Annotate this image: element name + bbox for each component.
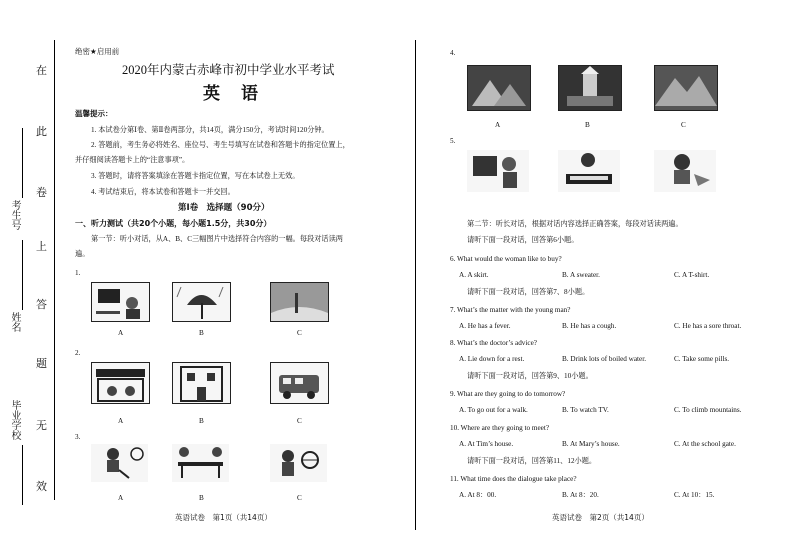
q1-picture-c xyxy=(270,282,329,322)
question-text: 7. What’s the matter with the young man? xyxy=(450,306,571,314)
option-letter: A xyxy=(118,329,124,337)
option-letter: A xyxy=(495,121,501,129)
question-text: 9. What are they going to do tomorrow? xyxy=(450,390,566,398)
ping-pong-illustration xyxy=(172,444,229,482)
option-letter: B xyxy=(199,417,204,425)
option-c: C. To climb mountains. xyxy=(674,406,742,414)
bus-illustration xyxy=(271,363,328,403)
shop-illustration xyxy=(92,363,149,403)
option-a: A. Lie down for a rest. xyxy=(459,355,525,363)
option-letter: B xyxy=(585,121,590,129)
option-letter: C xyxy=(297,417,302,425)
q1-picture-a xyxy=(91,282,150,322)
option-letter: B xyxy=(199,329,204,337)
q4-picture-a xyxy=(467,65,531,111)
q5-picture-b xyxy=(558,150,620,192)
dialogue-prompt: 请听下面一段对话，回答第11、12小题。 xyxy=(467,457,597,465)
q2-picture-c xyxy=(270,362,329,404)
dialogue-prompt: 请听下面一段对话，回答第7、8小题。 xyxy=(467,288,590,296)
building-illustration xyxy=(173,363,230,403)
notice-line: 4. 考试结束后，将本试卷和答题卡一并交回。 xyxy=(91,188,235,196)
pyramids-illustration xyxy=(468,66,530,110)
question-number: 4. xyxy=(450,49,456,57)
q4-picture-b xyxy=(558,65,622,111)
option-a: A. To go out for a walk. xyxy=(459,406,528,414)
margin-char: 上 xyxy=(36,241,47,253)
binding-line xyxy=(54,40,55,500)
question-number: 5. xyxy=(450,137,456,145)
part1-instruction: 第一节：听小对话，从A、B、C三幅图片中选择符合内容的一幅。每段对话读两 xyxy=(91,235,343,243)
piano-illustration xyxy=(558,150,620,192)
margin-char: 此 xyxy=(36,126,47,138)
part1-instruction: 遍。 xyxy=(75,250,90,258)
notice-line: 2. 答题前，考生务必将姓名、座位号、考生号填写在试卷和答题卡的指定位置上， xyxy=(91,141,350,149)
option-b: B. To watch TV. xyxy=(562,406,609,414)
snow-scene-illustration xyxy=(271,283,328,321)
option-a: A. At Tim’s house. xyxy=(459,440,514,448)
option-letter: B xyxy=(199,494,204,502)
right-page-footer: 英语试卷 第2页（共14页） xyxy=(552,513,649,522)
option-a: A. At 8：00. xyxy=(459,491,497,499)
exam-title: 2020年内蒙古赤峰市初中学业水平考试 xyxy=(122,63,335,77)
option-letter: C xyxy=(681,121,686,129)
question-number: 2. xyxy=(75,349,81,357)
question-text: 6. What would the woman like to buy? xyxy=(450,255,562,263)
q5-picture-c xyxy=(654,150,716,192)
option-c: C. He has a sore throat. xyxy=(674,322,742,330)
margin-char: 答 xyxy=(36,299,47,311)
notice-title: 温馨提示： xyxy=(75,109,113,118)
q3-picture-b xyxy=(172,444,229,482)
school-line xyxy=(22,445,23,505)
boy-with-kite-illustration xyxy=(654,150,716,192)
margin-char: 题 xyxy=(36,358,47,370)
name-line xyxy=(22,240,23,310)
q5-picture-a xyxy=(467,150,529,192)
question-text: 10. Where are they going to meet? xyxy=(450,424,550,432)
option-c: C. A T-shirt. xyxy=(674,271,710,279)
q3-picture-c xyxy=(270,444,327,482)
option-b: B. He has a cough. xyxy=(562,322,617,330)
margin-char: 无 xyxy=(36,420,47,432)
subject-title: 英 语 xyxy=(203,84,260,104)
classroom-illustration xyxy=(92,283,149,321)
binding-margin xyxy=(0,0,70,560)
notice-line: 1. 本试卷分第Ⅰ卷、第Ⅱ卷两部分，共14页，满分150分，考试时间120分钟。 xyxy=(91,126,329,134)
q2-picture-b xyxy=(172,362,231,404)
margin-char: 在 xyxy=(36,65,47,77)
left-page-footer: 英语试卷 第1页（共14页） xyxy=(175,513,272,522)
section-title: 一、听力测试（共20个小题，每小题1.5分，共30分） xyxy=(75,219,272,228)
volume-title: 第Ⅰ卷 选择题（90分） xyxy=(178,203,270,213)
dialogue-prompt: 请听下面一段对话，回答第9、10小题。 xyxy=(467,372,593,380)
student-number-label: 考生号 xyxy=(9,200,20,230)
question-number: 1. xyxy=(75,269,81,277)
option-c: C. Take some pills. xyxy=(674,355,730,363)
option-a: A. He has a fever. xyxy=(459,322,511,330)
option-letter: C xyxy=(297,329,302,337)
secret-mark: 绝密★启用前 xyxy=(75,47,120,56)
name-label: 姓名 xyxy=(9,312,20,332)
school-label: 毕业学校 xyxy=(9,400,20,440)
rain-umbrella-illustration xyxy=(173,283,230,321)
margin-char: 效 xyxy=(36,481,47,493)
dialogue-prompt: 请听下面一段对话，回答第6小题。 xyxy=(467,236,579,244)
page-divider xyxy=(415,40,416,530)
question-number: 3. xyxy=(75,433,81,441)
option-b: B. A sweater. xyxy=(562,271,600,279)
option-a: A. A skirt. xyxy=(459,271,489,279)
student-number-line xyxy=(22,128,23,198)
painting-illustration xyxy=(467,150,529,192)
option-c: C. At 10：15. xyxy=(674,491,715,499)
question-text: 8. What’s the doctor’s advice? xyxy=(450,339,537,347)
option-letter: A xyxy=(118,494,124,502)
option-b: B. At 8：20. xyxy=(562,491,599,499)
football-player-illustration xyxy=(91,444,148,482)
q4-picture-c xyxy=(654,65,718,111)
notice-line: 并仔细阅读答题卡上的“注意事项”。 xyxy=(75,156,190,164)
option-letter: A xyxy=(118,417,124,425)
option-b: B. At Mary’s house. xyxy=(562,440,620,448)
option-b: B. Drink lots of boiled water. xyxy=(562,355,647,363)
q1-picture-b xyxy=(172,282,231,322)
mountain-illustration xyxy=(655,66,717,110)
part2-instruction: 第二节：听长对话，根据对话内容选择正确答案，每段对话读两遍。 xyxy=(467,220,683,228)
margin-char: 卷 xyxy=(36,187,47,199)
basketball-illustration xyxy=(270,444,327,482)
option-c: C. At the school gate. xyxy=(674,440,736,448)
q2-picture-a xyxy=(91,362,150,404)
q3-picture-a xyxy=(91,444,148,482)
question-text: 11. What time does the dialogue take place? xyxy=(450,475,577,483)
tower-illustration xyxy=(559,66,621,110)
notice-line: 3. 答题时，请将答案填涂在答题卡指定位置，写在本试卷上无效。 xyxy=(91,172,300,180)
option-letter: C xyxy=(297,494,302,502)
